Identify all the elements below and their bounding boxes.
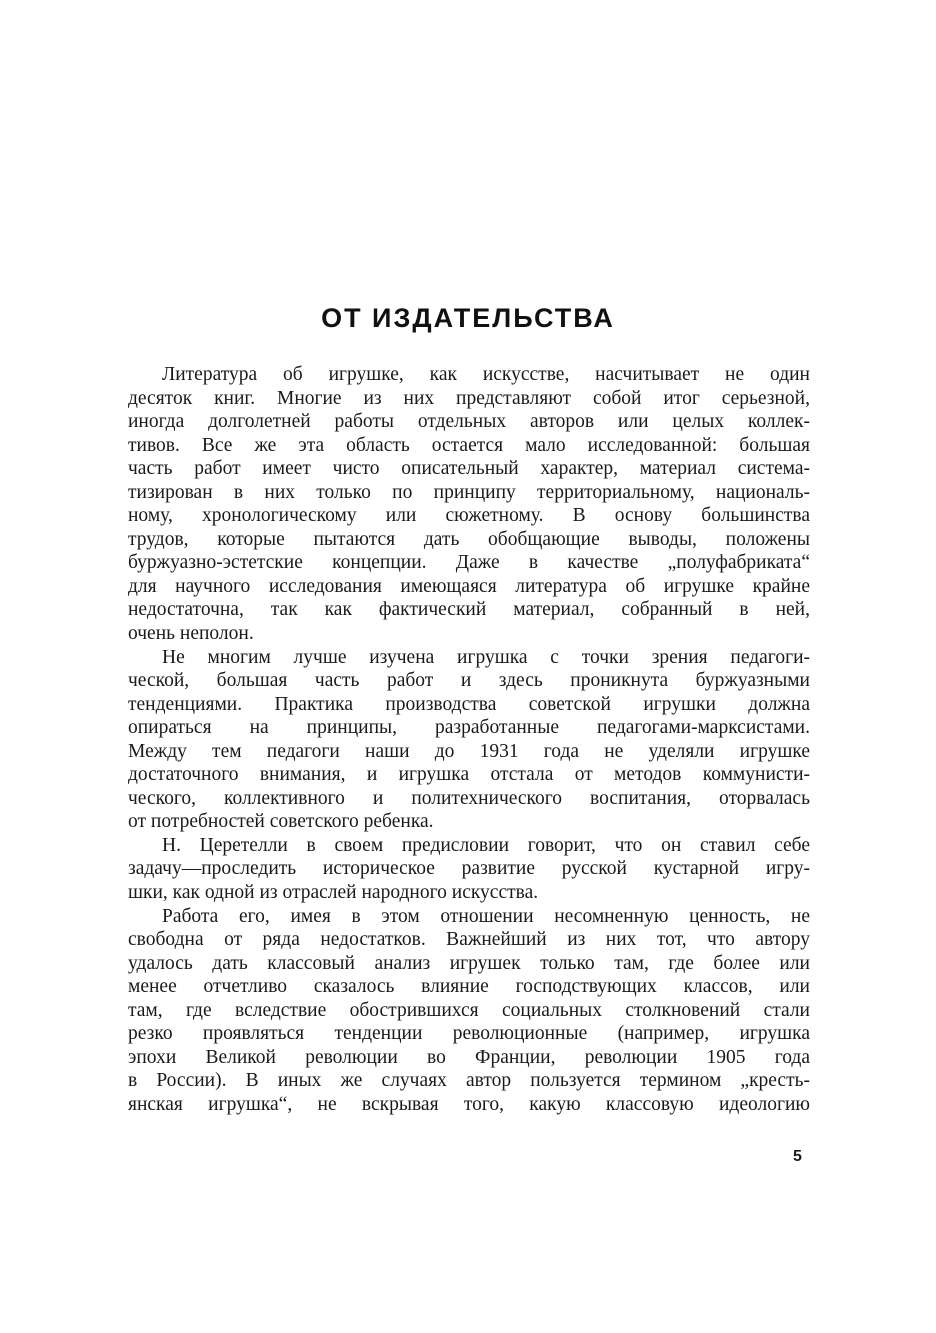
text-line: Работа его, имея в этом отношении несомненную ценность, не xyxy=(162,905,810,927)
text-line: достаточного внимания, и игрушка отстала от методов коммунисти- xyxy=(128,764,810,786)
text-line: часть работ имеет чисто описательный характер, материал система- xyxy=(128,458,810,480)
paragraph-1 xyxy=(128,363,810,646)
text-line: недостаточна, так как фактический материал, собранный в ней, xyxy=(128,599,810,621)
text-line: шки, как одной из отраслей народного искусства. xyxy=(128,882,539,904)
text-line: удалось дать классовый анализ игрушек только там, где более или xyxy=(128,952,810,974)
text-line: ному, хронологическому или сюжетному. В основу большинства xyxy=(128,505,810,527)
text-line: задачу—проследить историческое развитие русской кустарной игру- xyxy=(128,858,810,880)
paragraph-4 xyxy=(128,905,810,1117)
text-line: очень неполон. xyxy=(128,623,254,645)
text-line: ческого, коллективного и политехнического воспитания, оторвалась xyxy=(128,787,810,809)
text-line: Литература об игрушке, как искусстве, насчитывает не один xyxy=(162,364,810,385)
text-line: тенденциями. Практика производства советской игрушки должна xyxy=(128,693,810,715)
text-line: Между тем педагоги наши до 1931 года не уделяли игрушке xyxy=(128,740,810,762)
paragraph-3 xyxy=(128,834,810,905)
paragraph-2 xyxy=(128,646,810,834)
page-title: ОТ ИЗДАТЕЛЬСТВА xyxy=(321,303,615,333)
text-line: десяток книг. Многие из них представляют собой итог серьезной, xyxy=(128,387,810,409)
text-line: от потребностей советского ребенка. xyxy=(128,811,434,833)
page-number: 5 xyxy=(793,1148,802,1165)
text-line: для научного исследования имеющаяся литература об игрушке крайне xyxy=(128,575,810,597)
text-line: Н. Церетелли в своем предисловии говорит, что он ставил себе xyxy=(162,834,810,856)
text-line: менее отчетливо сказалось влияние господствующих классов, или xyxy=(128,976,810,998)
text-line: буржуазно-эстетские концепции. Даже в качестве „полуфабриката“ xyxy=(128,552,810,574)
text-line: опираться на принципы, разработанные педагогами-марксистами. xyxy=(128,717,810,739)
text-line: свободна от ряда недостатков. Важнейший из них тот, что автору xyxy=(128,929,810,951)
text-line: янская игрушка“, не вскрывая того, какую классовую идеологию xyxy=(128,1093,810,1115)
text-line: резко проявляться тенденции революционные (например, игрушка xyxy=(128,1023,810,1045)
text-line: в России). В иных же случаях автор пользуется термином „кресть- xyxy=(128,1070,810,1092)
text-line: тивов. Все же эта область остается мало исследованной: большая xyxy=(128,434,810,456)
text-line: иногда долголетней работы отдельных авторов или целых коллек- xyxy=(128,411,810,433)
text-line: Не многим лучше изучена игрушка с точки зрения педагоги- xyxy=(162,646,810,668)
body-text xyxy=(128,363,810,1117)
text-line: там, где вследствие обострившихся социальных столкновений стали xyxy=(128,999,810,1021)
text-line: тизирован в них только по принципу территориальному, националь- xyxy=(128,481,810,503)
text-line: эпохи Великой революции во Франции, революции 1905 года xyxy=(128,1046,810,1068)
text-line: ческой, большая часть работ и здесь проникнута буржуазными xyxy=(128,670,810,692)
text-line: трудов, которые пытаются дать обобщающие выводы, положены xyxy=(128,528,810,550)
